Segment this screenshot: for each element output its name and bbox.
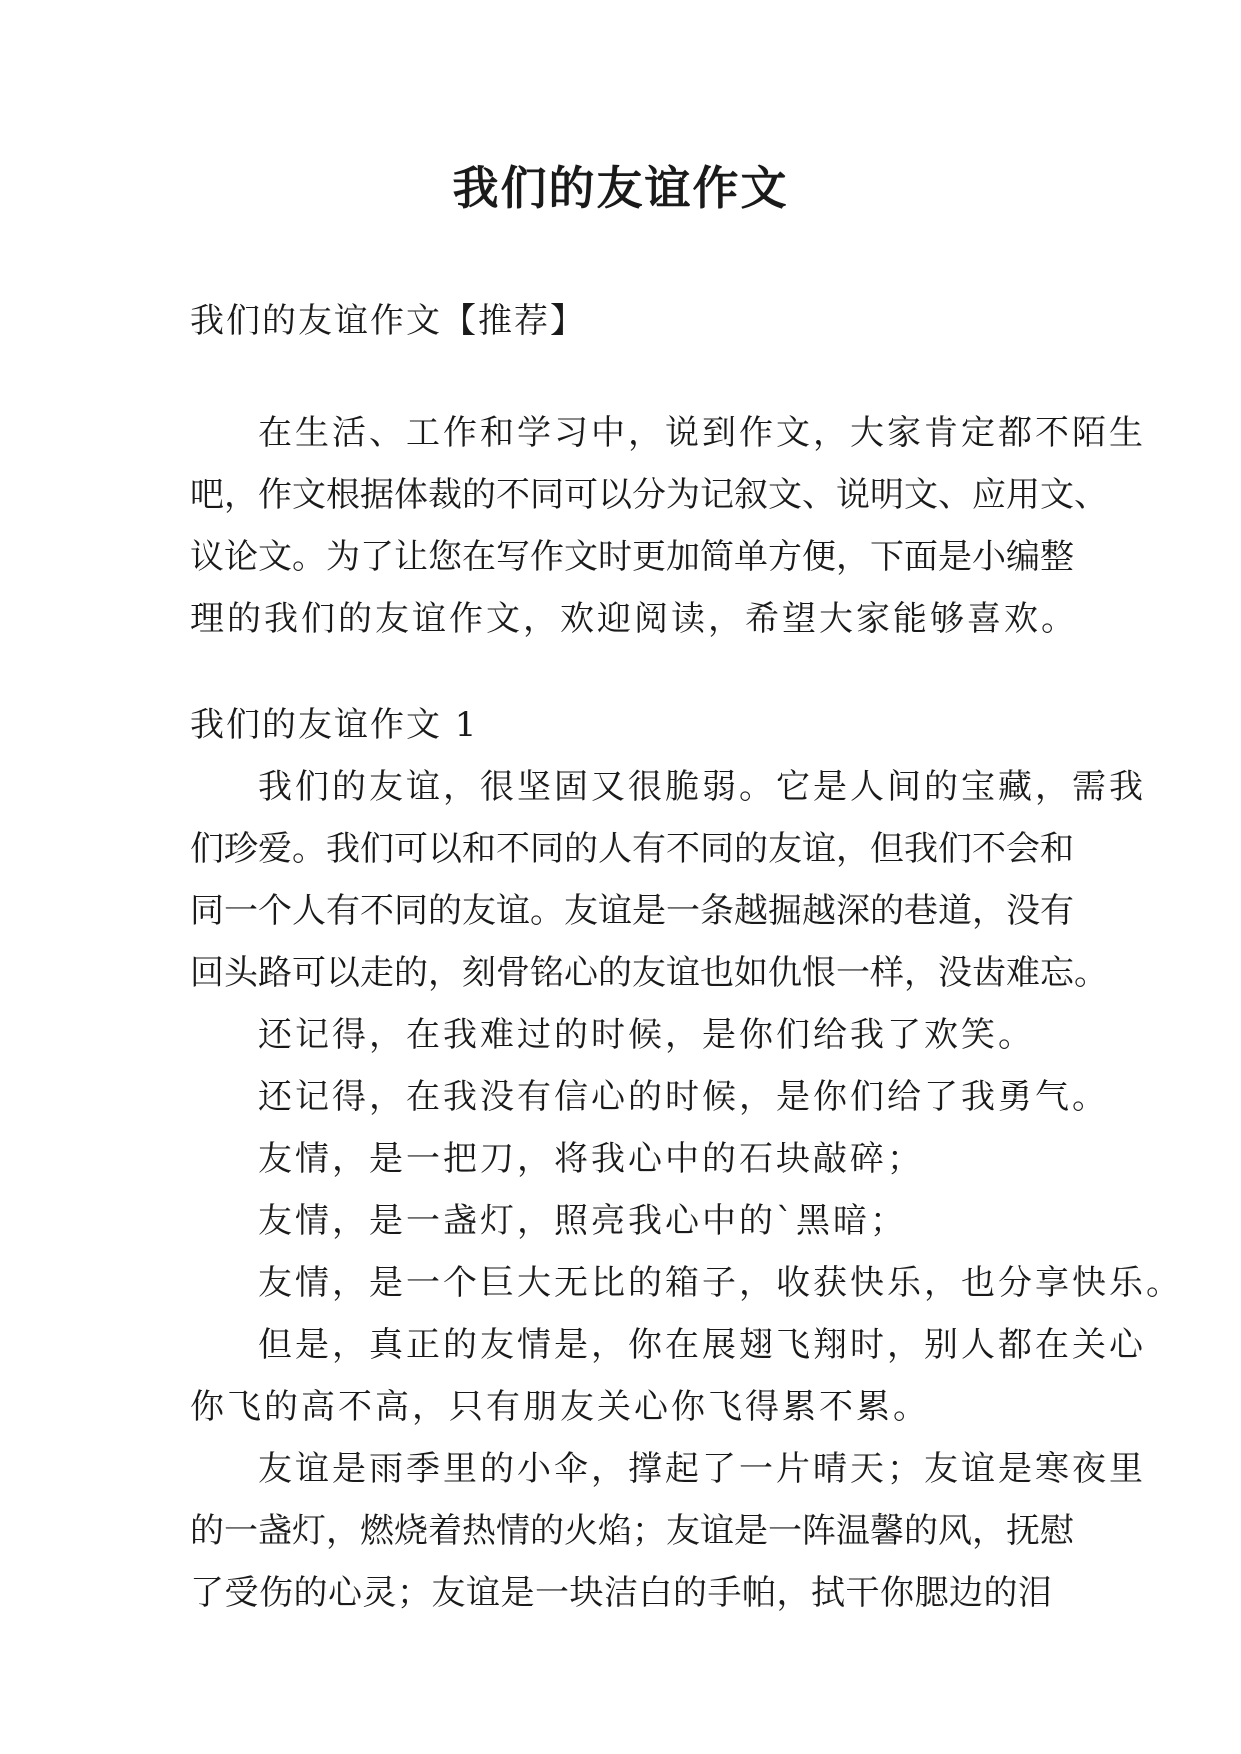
body-line: 友情，是一把刀，将我心中的石块敲碎； — [258, 1139, 924, 1179]
body-line: 但是，真正的友情是，你在展翅飞翔时，别人都在关心 — [258, 1325, 1146, 1365]
body-line: 还记得，在我没有信心的时候，是你们给了我勇气。 — [258, 1077, 1109, 1117]
body-line: 回头路可以走的，刻骨铭心的友谊也如仇恨一样，没齿难忘。 — [190, 953, 1108, 993]
document-title: 我们的友谊作文 — [452, 161, 789, 215]
body-line: 同一个人有不同的友谊。友谊是一条越掘越深的巷道，没有 — [190, 891, 1074, 931]
document-subtitle: 我们的友谊作文【推荐】 — [190, 301, 586, 341]
intro-line: 在生活、工作和学习中，说到作文，大家肯定都不陌生 — [258, 413, 1146, 453]
intro-line: 议论文。为了让您在写作文时更加简单方便，下面是小编整 — [190, 537, 1074, 577]
document-body — [190, 290, 1183, 1624]
intro-line: 吧，作文根据体裁的不同可以分为记叙文、说明文、应用文、 — [190, 475, 1108, 515]
body-line: 还记得，在我难过的时候，是你们给我了欢笑。 — [258, 1015, 1035, 1055]
section-heading: 我们的友谊作文 1 — [190, 705, 479, 745]
body-line: 友情，是一个巨大无比的箱子，收获快乐，也分享快乐。 — [258, 1263, 1183, 1303]
body-line: 友谊是雨季里的小伞，撑起了一片晴天；友谊是寒夜里 — [258, 1449, 1146, 1489]
body-line: 们珍爱。我们可以和不同的人有不同的友谊，但我们不会和 — [190, 829, 1074, 869]
body-line: 你飞的高不高，只有朋友关心你飞得累不累。 — [190, 1387, 930, 1427]
intro-line: 理的我们的友谊作文，欢迎阅读，希望大家能够喜欢。 — [190, 599, 1078, 639]
body-line: 我们的友谊，很坚固又很脆弱。它是人间的宝藏，需我 — [258, 767, 1146, 807]
body-line: 的一盏灯，燃烧着热情的火焰；友谊是一阵温馨的风，抚慰 — [190, 1511, 1074, 1551]
body-line: 了受伤的心灵；友谊是一块洁白的手帕，拭干你腮边的泪 — [190, 1573, 1052, 1613]
body-line: 友情，是一盏灯，照亮我心中的`黑暗； — [258, 1201, 907, 1241]
